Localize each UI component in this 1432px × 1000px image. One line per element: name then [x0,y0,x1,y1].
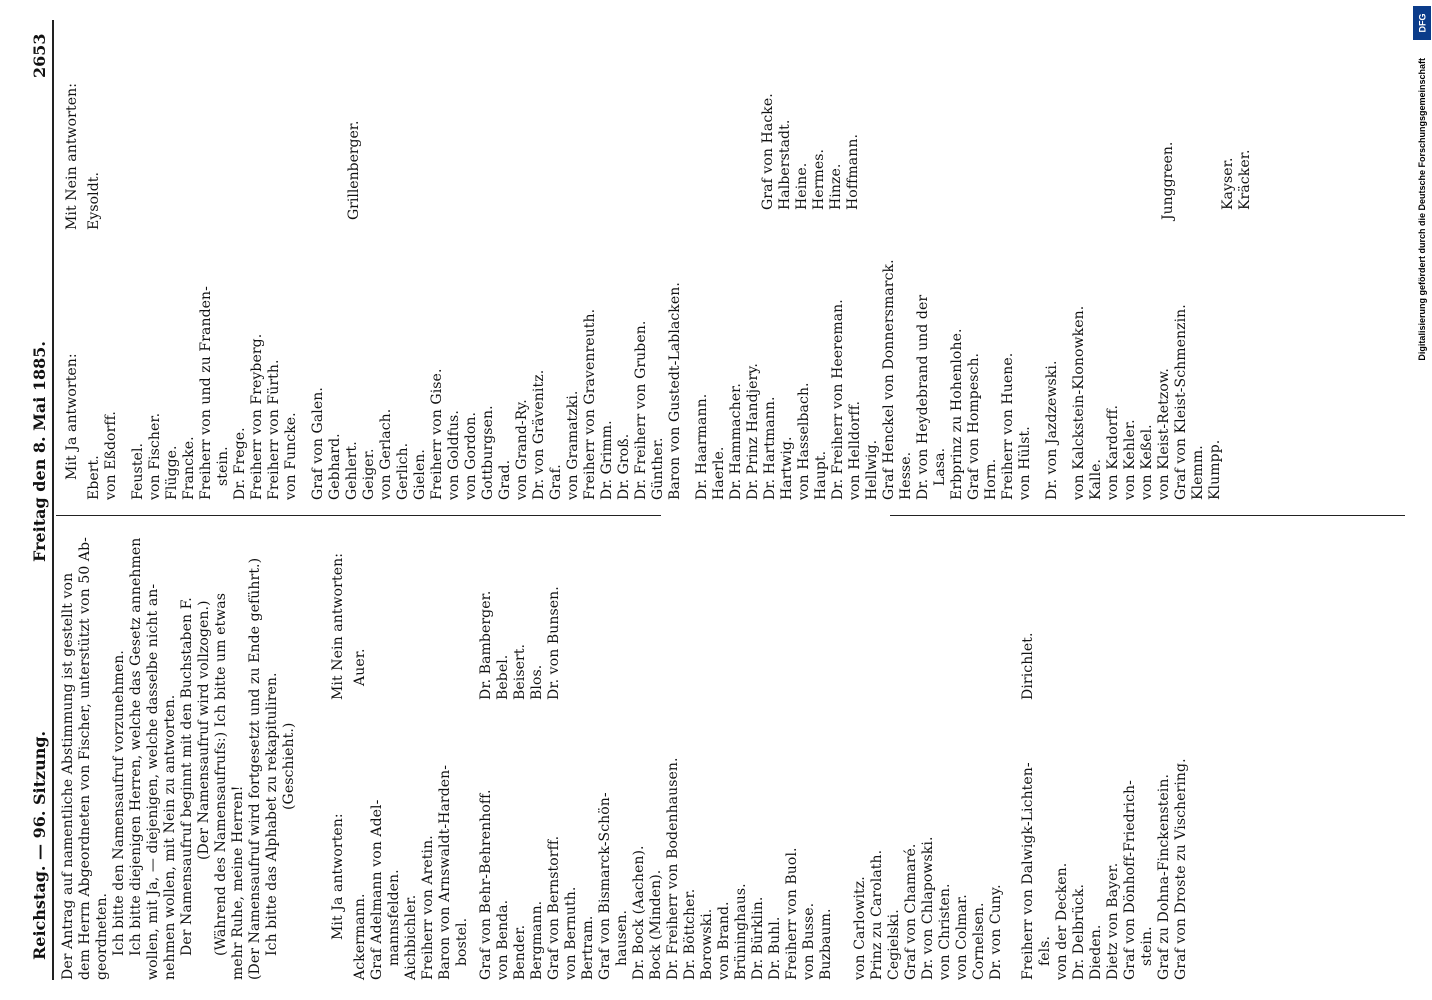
column-divider-2 [890,515,1405,516]
header-rule [52,20,54,980]
no-name: Junggreen. [1160,141,1176,220]
list-item: Hesse. [898,451,914,500]
no-heading: Mit Nein antworten: [330,552,346,700]
right-no-list [86,30,103,230]
no-list-a [352,520,369,700]
list-item: von Gramatzki. [565,390,581,500]
list-item: Gebhard. [327,433,343,500]
list-item: von Bernuth. [563,886,579,980]
list-item: von Christen. [937,883,953,980]
list-item: Graf von Kleist-Schmenzin. [1173,304,1189,500]
left-column [60,520,308,980]
list-item: Bertram. [580,915,596,980]
list-item: Eysoldt. [86,171,102,230]
list-item: Brüninghaus. [733,883,749,980]
list-item: von Grand-Ry. [514,399,530,500]
list-item: Gerlich. [395,442,411,500]
intro-line: (Der Namensaufruf wird fortgesetzt und zu Ende geführt.) [247,557,263,980]
list-item: von Colmar. [954,894,970,980]
intro-line: Ich bitte das Alphabet zu rekapituliren. [264,672,280,956]
list-item: Bock (Minden). [648,869,664,980]
list-item: Hoffmann. [845,133,861,210]
intro-line: wollen, mit Ja, — diejenigen, welche dasselbe nicht an- [145,583,161,980]
list-item: Dr. Freiherr von Bodenhausen. [665,757,681,980]
list-item: Beisert. [512,643,528,700]
list-item: Hinze. [828,163,844,210]
list-item: Graf von Dönhoff-Friedrich- [1122,780,1138,980]
list-item: von Goldfus. [446,410,462,500]
yes-list-a [352,700,471,980]
list-item: Dr. Buhl. [767,916,783,980]
dfg-logo-text: DFG [1417,13,1427,33]
list-item: Dietz von Bayer. [1105,862,1121,980]
list-item: Heine. [794,162,810,210]
list-item: von Benda. [495,899,511,980]
list-item: Graf von Droste zu Vischering. [1173,758,1189,980]
list-item: Gielen. [412,449,428,500]
list-item: Haerle. [711,446,727,500]
intro-line: geordneten. [94,892,110,980]
list-item: Bergmann. [529,900,545,980]
intro-line: (Geschieht.) [281,722,297,810]
list-item: Dr. Delbrück. [1071,883,1087,980]
list-item: Freiherr von Freyberg. [249,333,265,500]
list-item: Hermes. [811,148,827,210]
list-item: Buzbaum. [818,908,834,980]
list-item: Dr. Freiherr von Heereman. [830,299,846,500]
page-number: 2653 [30,33,49,78]
list-item: von Busse. [801,902,817,980]
list-item: Auer. [352,648,368,686]
header-left: Reichstag. — 96. Sitzung. [30,730,49,960]
list-item: Graf von Behr-Behrenhoff. [478,789,494,980]
list-item: Feustel. [130,442,146,500]
no-list-b [478,520,563,700]
list-item: Blos. [529,664,545,700]
list-item: fels. [1037,935,1053,966]
list-item: Dr. von Bunsen. [546,586,562,700]
list-item: Borowski. [699,908,715,980]
intro-line: Der Namensaufruf beginnt mit den Buchstaben F. [179,597,195,956]
list-item: Freiherr von und zu Franden- [198,286,214,500]
list-item: Freiherr von Dalwigk-Lichten- [1020,762,1036,980]
list-item: von Gordon. [463,411,479,500]
list-item: Gottburgsen. [480,405,496,500]
yes-heading: Mit Ja antworten: [330,813,346,940]
list-item: stein. [215,446,231,486]
list-item: hausen. [614,909,630,966]
list-item: Dr. von Jazdzewski. [1044,360,1060,500]
list-item: Baron von Gustedt-Lablacken. [667,282,683,500]
intro-line: (Der Namensaufruf wird vollzogen.) [196,600,212,860]
list-item: von Kleist-Retzow. [1156,368,1172,500]
list-item: von Kardorff. [1105,404,1121,500]
list-item: Graf von Galen. [310,387,326,500]
list-item: von Brand. [716,901,732,980]
list-item: Dr. Bürklin. [750,896,766,980]
list-item: Kräcker. [1237,149,1253,210]
list-item: Freiherr von Gravenreuth. [582,308,598,500]
list-item: Dr. Freiherr von Gruben. [633,320,649,500]
list-item: Grad. [497,459,513,500]
list-item: Dr. Bock (Aachen). [631,845,647,980]
list-item: Lasa. [932,447,948,486]
list-item: Dr. von Cuny. [988,884,1004,980]
list-item: Bender. [512,924,528,980]
list-item: Dr. Bamberger. [478,590,494,700]
list-item: von Kalckstein-Klonowken. [1071,305,1087,500]
list-item: von Eßdorff. [103,411,119,500]
list-item: Dieden. [1088,924,1104,980]
list-item: Dr. Hammacher. [728,383,744,500]
middle-list [86,250,1224,500]
list-item: Ebert. [86,455,102,500]
list-item: Cornelsen. [971,902,987,980]
list-item: Dr. von Heydebrand und der [915,294,931,500]
no-list-k [1220,60,1254,210]
list-item: Dr. von Chlapowski. [920,836,936,980]
list-item: Günther. [650,437,666,500]
list-item: Graf von Bernstorff. [546,835,562,980]
list-item: Graf. [548,464,564,500]
list-item: von Keßel. [1139,424,1155,500]
list-item: Dr. Frege. [232,427,248,500]
list-item: mannsfelden. [386,869,402,966]
list-item: Geiger. [361,448,377,500]
no-list-h [760,60,862,210]
yes-list-b [478,700,835,980]
dfg-stamp-text: Digitalisierung gefördert durch die Deutsche Forschungsgemeinschaft [1417,58,1427,361]
list-item: Dr. Böttcher. [682,888,698,980]
list-item: Prinz zu Carolath. [869,849,885,980]
list-item: von Kehler. [1122,419,1138,500]
list-item: Freiherr von Buol. [784,847,800,980]
list-item: Dr. Haarmann. [694,393,710,500]
list-item: Graf Adelmann von Adel- [369,799,385,980]
header-center: Freitag den 8. Mai 1885. [30,341,49,562]
list-item: Graf von Hompesch. [966,352,982,500]
intro-line: mehr Ruhe, meine Herren! [230,785,246,980]
yes-list-c [852,700,1005,980]
list-item: Freiherr von Fürth. [266,359,282,500]
list-item: Bebel. [495,654,511,700]
list-item: Klemm. [1190,445,1206,500]
list-item: Dr. Grimm. [599,420,615,500]
list-item: Baron von Arnswaldt-Harden- [437,764,453,980]
no-list-d [1020,520,1037,700]
list-item: Dr. Prinz Handjery. [745,363,761,500]
list-item: Horn. [983,458,999,500]
list-item: von der Decken. [1054,862,1070,980]
list-item: Dr. Hartmann. [762,396,778,500]
list-item: Aichbichler. [403,894,419,980]
intro-line: Ich bitte diejenigen Herren, welche das Gesetz annehmen [128,537,144,956]
intro-line: dem Herrn Abgeordneten von Fischer, unterstützt von 50 Ab- [77,537,93,980]
list-item: von Hasselbach. [796,382,812,500]
list-item: Flügge. [164,445,180,500]
list-item: von Fischer. [147,412,163,500]
list-item: Graf von Hacke. [760,93,776,210]
list-item: Gehlert. [344,441,360,500]
list-item: Kalle. [1088,458,1104,500]
list-item: Graf zu Dohna-Finckenstein. [1156,773,1172,980]
right-no-heading: Mit Nein antworten: [64,82,80,230]
list-item: von Funcke. [283,412,299,500]
list-item: Klumpp. [1207,439,1223,500]
list-item: Ackermann. [352,893,368,980]
list-item: Graf von Bismarck-Schön- [597,792,613,980]
dfg-stamp [1412,0,1432,1000]
list-item: von Helldorff. [847,400,863,500]
yes-list-d [1020,700,1190,980]
dfg-logo [1413,6,1431,40]
list-item: Hellwig. [864,439,880,500]
list-item: Cegielski. [886,909,902,980]
middle-yes-heading: Mit Ja antworten: [64,353,80,480]
column-divider [56,515,661,516]
list-item: Hartwig. [779,436,795,500]
list-item: Francke. [181,436,197,500]
list-item: bostel. [454,917,470,966]
list-item: Dirichlet. [1020,632,1036,700]
intro-line: Der Antrag auf namentliche Abstimmung ist gestellt von [60,572,76,980]
list-item: Kayser. [1220,157,1236,210]
list-item: Graf von Chamaré. [903,843,919,980]
no-name: Grillenberger. [346,120,362,220]
list-item: Freiherr von Huene. [1000,352,1016,500]
list-item: Dr. von Grävenitz. [531,369,547,500]
list-item: von Gerlach. [378,408,394,500]
intro-line: Ich bitte den Namensaufruf vorzunehmen. [111,650,127,956]
list-item: Dr. Groß. [616,433,632,500]
intro-line: (Während des Namensaufrufs:) Ich bitte um etwas [213,592,229,956]
intro-line: nehmen wollen, mit Nein zu antworten. [162,694,178,980]
list-item: Haupt. [813,450,829,500]
list-item: Graf Henckel von Donnersmarck. [881,259,897,500]
list-item: Freiherr von Gise. [429,368,445,500]
list-item: Freiherr von Aretin. [420,835,436,980]
list-item: Erbprinz zu Hohenlohe. [949,328,965,500]
list-item: von Hülst. [1017,426,1033,500]
list-item: Halberstadt. [777,119,793,210]
list-item: stein. [1139,926,1155,966]
list-item: von Carlowitz. [852,876,868,980]
